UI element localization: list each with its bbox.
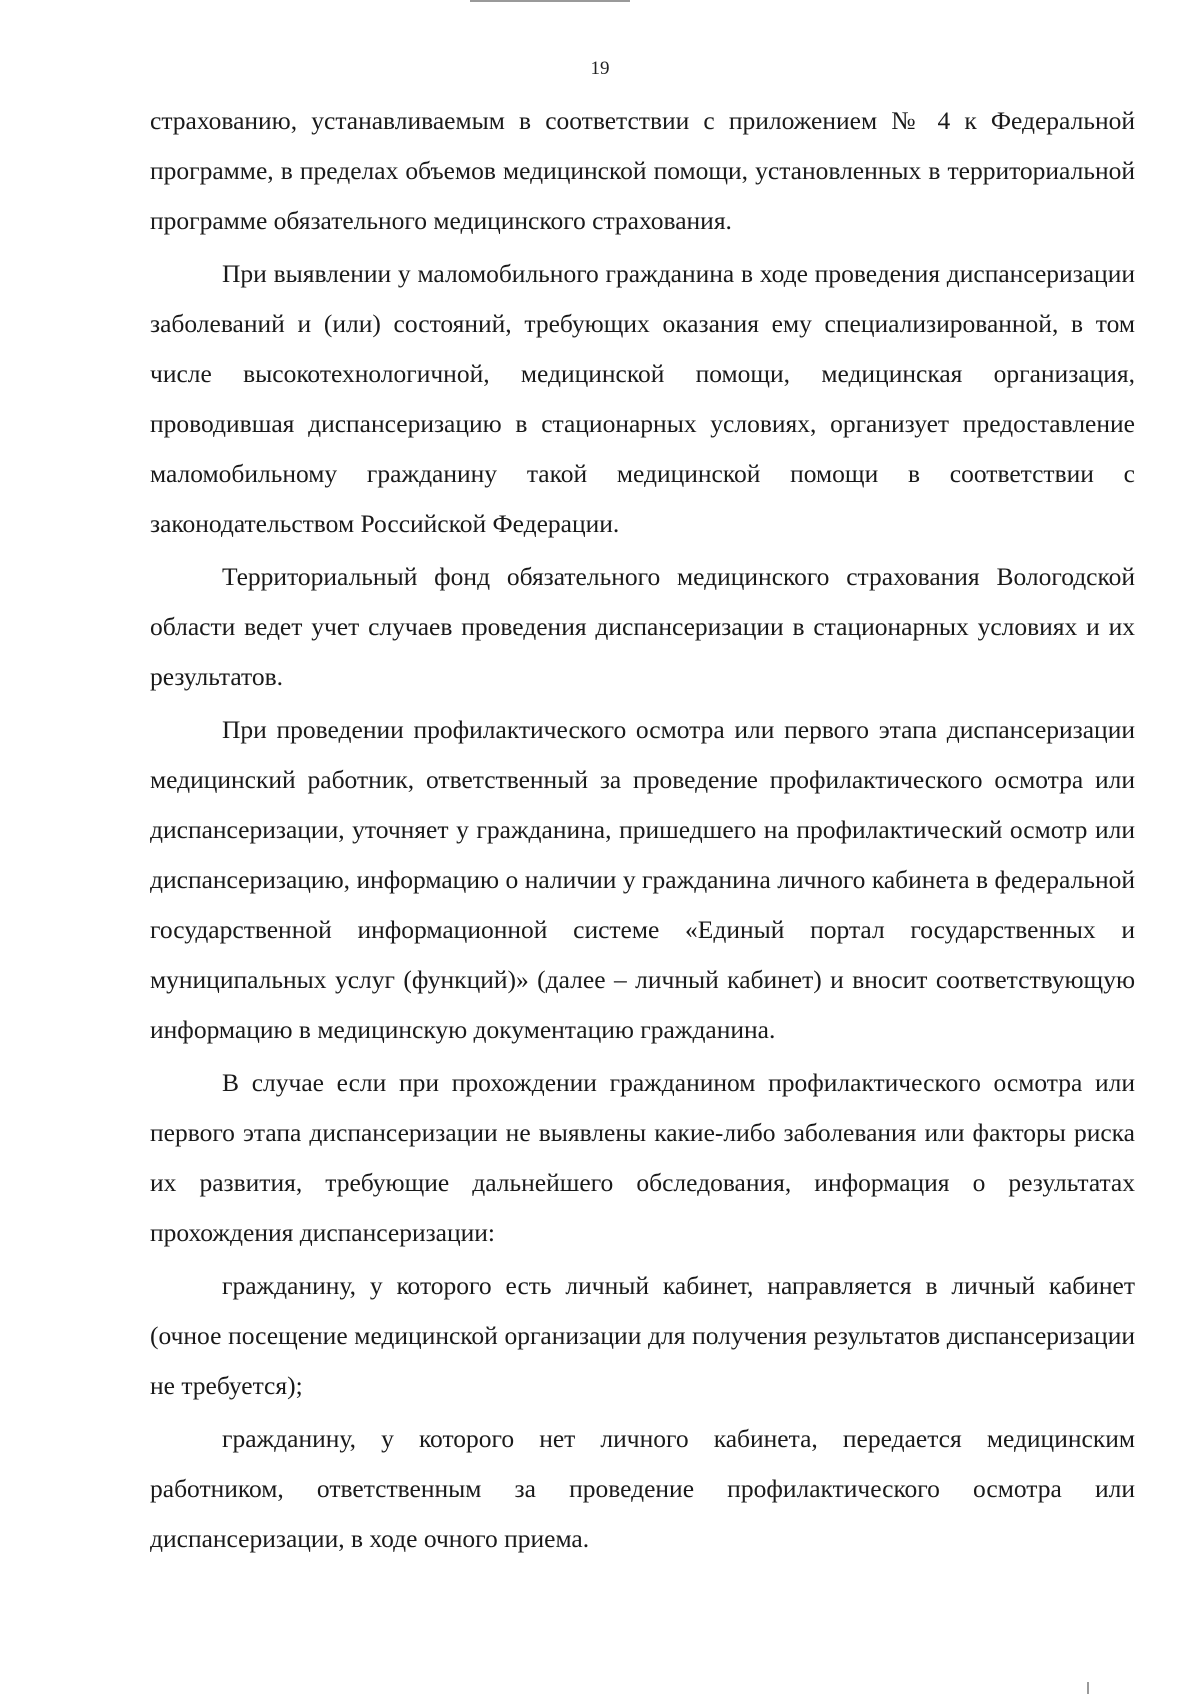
paragraph-immobile-citizen-care: При выявлении у маломобильного гражданина в ходе проведения диспансеризации заболеваний и (или) состояний, требующих оказания ему специализированной, в том числе высокотехнологичной, медицинской помощи, медицинская организация, проводившая диспансеризацию в стационарных условиях, организует предоставление маломобильному гражданину такой медицинской помощи в соответствии с законодательством Российской Федерации. [150, 259, 1135, 538]
paragraph-fund-accounting: Территориальный фонд обязательного медицинского страхования Вологодской области ведет учет случаев проведения диспансеризации в стационарных условиях и их результатов. [150, 562, 1135, 691]
paragraph-without-personal-account: гражданину, у которого нет личного кабинета, передается медицинским работником, ответственным за проведение профилактического осмотра или диспансеризации, в ходе очного приема. [150, 1424, 1135, 1553]
paragraph-with-personal-account: гражданину, у которого есть личный кабинет, направляется в личный кабинет (очное посещение медицинской организации для получения результатов диспансеризации не требуется); [150, 1271, 1135, 1400]
paragraph-continuation: страхованию, устанавливаемым в соответствии с приложением № 4 к Федеральной программе, в пределах объемов медицинской помощи, установленных в территориальной программе обязательного медицинского страхования. [150, 106, 1135, 235]
page-number: 19 [590, 58, 610, 79]
document-text [150, 96, 1135, 1564]
paragraph-no-risk-factors: В случае если при прохождении гражданином профилактического осмотра или первого этапа диспансеризации не выявлены какие-либо заболевания или факторы риска их развития, требующие дальнейшего обследования, информация о результатах прохождения диспансеризации: [150, 1068, 1135, 1247]
paragraph-personal-account-check: При проведении профилактического осмотра или первого этапа диспансеризации медицинский работник, ответственный за проведение профилактического осмотра или диспансеризации, уточняет у гражданина, пришедшего на профилактический осмотр или диспансеризацию, информацию о наличии у гражданина личного кабинета в федеральной государственной информационной системе «Единый портал государственных и муниципальных услуг (функций)» (далее – личный кабинет) и вносит соответствующую информацию в медицинскую документацию гражданина. [150, 715, 1135, 1044]
scan-artifact-top [470, 0, 630, 2]
scan-artifact-corner [1087, 1682, 1089, 1694]
